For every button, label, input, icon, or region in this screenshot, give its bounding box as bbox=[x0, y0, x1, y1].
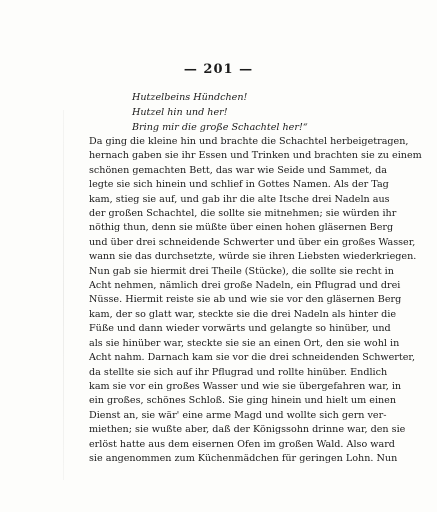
text-line: wann sie das durchsetzte, würde sie ihren Liebsten wiederkriegen. bbox=[89, 251, 417, 263]
text-line: hernach gaben sie ihr Essen und Trinken und brachten sie zu einem bbox=[89, 150, 422, 162]
page-number: — 201 — bbox=[183, 62, 254, 77]
text-line: als sie hinüber war, steckte sie sie an einen Ort, den sie wohl in bbox=[89, 337, 400, 349]
text-line: legte sie sich hinein und schlief in Gottes Namen. Als der Tag bbox=[89, 179, 389, 191]
text-line: nöthig thun, denn sie müßte über einen hohen gläsernen Berg bbox=[89, 222, 394, 234]
verse-line: Hutzelbeins Hündchen! bbox=[132, 92, 248, 103]
text-line: kam, der so glatt war, steckte sie die drei Nadeln als hinter die bbox=[89, 308, 397, 320]
text-line: Nüsse. Hiermit reiste sie ab und wie sie vor den gläsernen Berg bbox=[89, 294, 402, 306]
text-line: kam sie vor ein großes Wasser und wie sie übergefahren war, in bbox=[89, 380, 402, 392]
text-line: da stellte sie sich auf ihr Pflugrad und rollte hinüber. Endlich bbox=[89, 366, 388, 378]
verse-line: Hutzel hin und her! bbox=[132, 107, 228, 119]
text-line: schönen gemachten Bett, das war wie Seide und Sammet, da bbox=[89, 164, 387, 176]
text-line: ein großes, schönes Schloß. Sie ging hinein und hielt um einen bbox=[89, 395, 397, 407]
text-line: miethen; sie wußte aber, daß der Königssohn drinne war, den sie bbox=[89, 424, 406, 436]
prose-paragraph bbox=[89, 135, 422, 466]
text-line: erlöst hatte aus dem eisernen Ofen im großen Wald. Also ward bbox=[89, 438, 395, 450]
text-line: Füße und dann wieder vorwärts und gelangte so hinüber, und bbox=[89, 323, 391, 335]
text-line: der großen Schachtel, die sollte sie mitnehmen; sie würden ihr bbox=[89, 208, 397, 220]
text-line: kam, stieg sie auf, und gab ihr die alte Itsche drei Nadeln aus bbox=[89, 193, 390, 205]
verse-line: Bring mir die große Schachtel her!“ bbox=[132, 122, 308, 134]
verse-block bbox=[132, 90, 308, 136]
text-line: Acht nehmen, nämlich drei große Nadeln, ein Pflugrad und drei bbox=[89, 280, 401, 292]
text-line: Nun gab sie hiermit drei Theile (Stücke), die sollte sie recht in bbox=[89, 265, 394, 277]
text-line: Acht nahm. Darnach kam sie vor die drei schneidenden Schwerter, bbox=[89, 352, 416, 364]
text-line: sie angenommen zum Küchenmädchen für geringen Lohn. Nun bbox=[89, 452, 398, 464]
text-line: Dienst an, sie wär' eine arme Magd und wollte sich gern ver- bbox=[89, 409, 387, 421]
text-line: Da ging die kleine hin und brachte die Schachtel herbeigetragen, bbox=[89, 136, 409, 147]
text-line: und über drei schneidende Schwerter und über ein großes Wasser, bbox=[89, 236, 416, 248]
page-fold-shadow bbox=[63, 110, 64, 480]
